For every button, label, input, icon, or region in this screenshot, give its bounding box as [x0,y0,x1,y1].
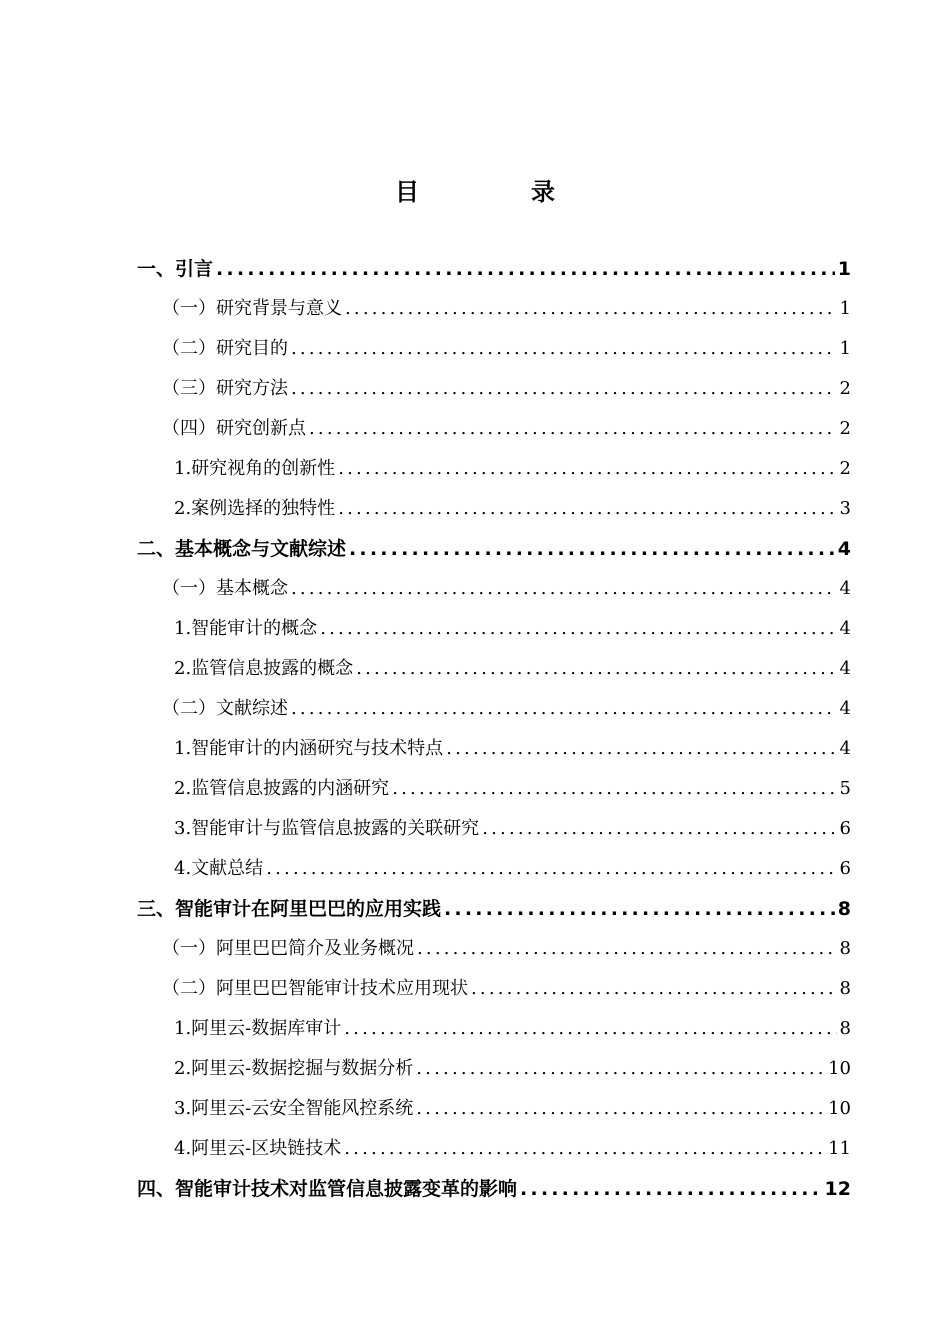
toc-entry-page: 1 [839,338,851,359]
toc-entry-label: 三、智能审计在阿里巴巴的应用实践 [137,898,442,920]
toc-entry-page: 1 [839,298,851,319]
toc-entry-label: 1.智能审计的概念 [174,618,318,639]
toc-entry-label: 3.阿里云-云安全智能风控系统 [174,1098,414,1119]
toc-entry[interactable] [162,374,851,404]
toc-entry-label: （三）研究方法 [162,378,288,399]
toc-entry-page: 4 [839,658,851,679]
toc-entry[interactable] [162,574,851,604]
toc-entry[interactable] [174,1094,851,1124]
toc-entry-page: 8 [837,898,851,920]
toc-entry-label: 1.智能审计的内涵研究与技术特点 [174,738,444,759]
toc-title: 目 录 [395,178,599,206]
toc-entry-label: 4.阿里云-区块链技术 [174,1138,342,1159]
toc-leader-dots [309,414,837,444]
toc-entry-label: 2.监管信息披露的内涵研究 [174,778,390,799]
toc-entry-page: 4 [839,618,851,639]
toc-entry[interactable] [174,1014,851,1044]
toc-entry[interactable] [174,734,851,764]
toc-leader-dots [392,774,836,804]
toc-entry[interactable] [174,654,851,684]
toc-entry-label: 二、基本概念与文献综述 [137,538,347,560]
toc-entry-label: 一、引言 [137,258,214,280]
toc-entry-page: 6 [839,818,851,839]
toc-entry[interactable] [162,934,851,964]
toc-entry[interactable] [174,454,851,484]
toc-entry-page: 8 [839,978,851,999]
toc-leader-dots [291,694,837,724]
toc-leader-dots [417,934,837,964]
toc-leader-dots [291,374,837,404]
toc-leader-dots [416,1094,825,1124]
toc-leader-dots [446,734,836,764]
toc-entry[interactable] [162,694,851,724]
toc-entry-page: 3 [839,498,851,519]
toc-leader-dots [338,494,836,524]
toc-entry-page: 4 [837,538,851,560]
toc-entry[interactable] [137,534,851,564]
toc-leader-dots [291,334,837,364]
toc-entry-page: 4 [839,578,851,599]
toc-leader-dots [520,1174,822,1204]
toc-entry[interactable] [174,854,851,884]
toc-entry-label: （一）阿里巴巴简介及业务概况 [162,938,414,959]
toc-leader-dots [444,894,835,924]
toc-entry-label: （二）研究目的 [162,338,288,359]
toc-entry-page: 8 [839,938,851,959]
toc-entry-label: 四、智能审计技术对监管信息披露变革的影响 [137,1178,518,1200]
toc-entry-label: （二）阿里巴巴智能审计技术应用现状 [162,978,468,999]
toc-entry-page: 2 [839,418,851,439]
toc-leader-dots [338,454,836,484]
toc-entry[interactable] [137,894,851,924]
toc-entry-label: 2.案例选择的独特性 [174,498,336,519]
toc-entry-label: （一）基本概念 [162,578,288,599]
toc-entry-page: 10 [828,1058,851,1079]
toc-leader-dots [266,854,836,884]
toc-entry[interactable] [174,1054,851,1084]
toc-entry[interactable] [174,1134,851,1164]
toc-leader-dots [320,614,836,644]
toc-leader-dots [416,1054,825,1084]
toc-entry[interactable] [137,254,851,284]
toc-entry-label: 1.研究视角的创新性 [174,458,336,479]
toc-entry[interactable] [174,814,851,844]
toc-entry-label: 4.文献总结 [174,858,264,879]
toc-entry[interactable] [162,974,851,1004]
toc-entry-page: 4 [839,738,851,759]
toc-leader-dots [291,574,837,604]
toc-entry-label: 3.智能审计与监管信息披露的关联研究 [174,818,480,839]
toc-leader-dots [345,294,837,324]
toc-leader-dots [344,1134,825,1164]
toc-leader-dots [482,814,836,844]
toc-entry[interactable] [174,494,851,524]
toc-leader-dots [344,1014,836,1044]
toc-entry-page: 11 [828,1138,851,1159]
toc-entry-page: 12 [824,1178,851,1200]
toc-entry-page: 1 [837,258,851,280]
toc-leader-dots [471,974,837,1004]
toc-entry-label: 2.阿里云-数据挖掘与数据分析 [174,1058,414,1079]
toc-entry-page: 10 [828,1098,851,1119]
toc-leader-dots [356,654,836,684]
toc-leader-dots [216,254,835,284]
toc-entry[interactable] [174,614,851,644]
toc-entry-page: 4 [839,698,851,719]
toc-entry-label: （二）文献综述 [162,698,288,719]
toc-entry-label: （四）研究创新点 [162,418,306,439]
toc-entry[interactable] [162,334,851,364]
toc-entry[interactable] [174,774,851,804]
toc-entry-label: （一）研究背景与意义 [162,298,342,319]
toc-entry-page: 2 [839,378,851,399]
toc-entry-page: 2 [839,458,851,479]
toc-leader-dots [349,534,835,564]
toc-entry-page: 8 [839,1018,851,1039]
toc-entry-page: 6 [839,858,851,879]
toc-entry[interactable] [162,294,851,324]
toc-entry[interactable] [162,414,851,444]
toc-entry-label: 2.监管信息披露的概念 [174,658,354,679]
toc-entry-page: 5 [839,778,851,799]
toc-entry-label: 1.阿里云-数据库审计 [174,1018,342,1039]
toc-entry[interactable] [137,1174,851,1204]
